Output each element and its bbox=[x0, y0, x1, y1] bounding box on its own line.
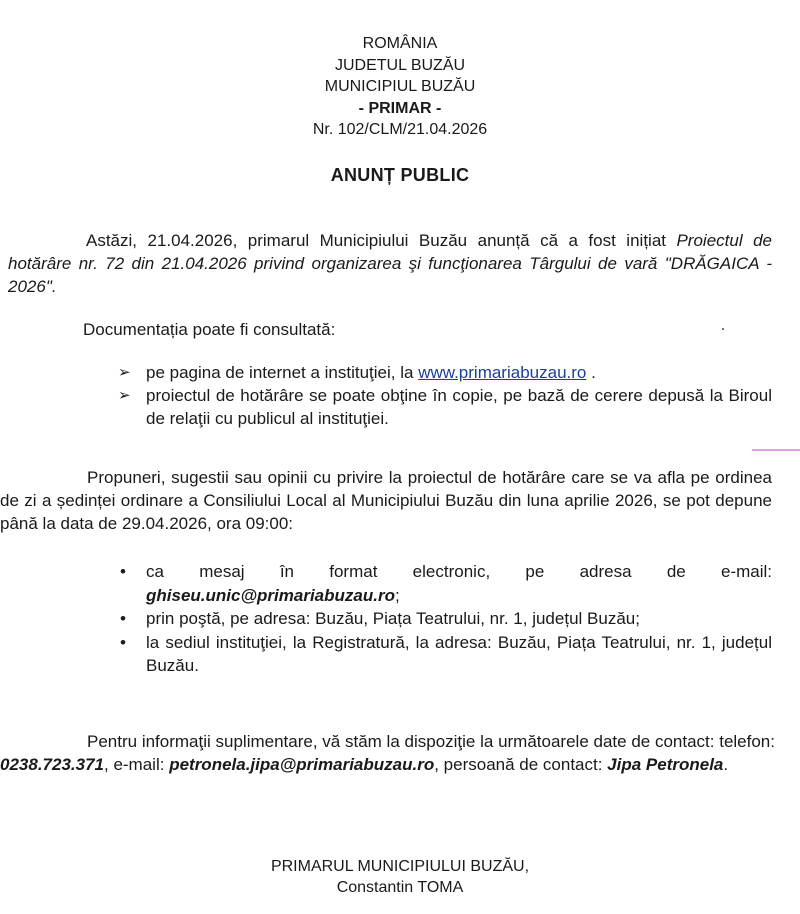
header-office: - PRIMAR - bbox=[358, 99, 442, 117]
submission-email[interactable]: ghiseu.unic@primariabuzau.ro bbox=[146, 585, 395, 605]
project-title: Proiectul de hotărâre nr. 72 din 21.04.2026 privind organizarea şi funcţionarea Târgului de vară "DRĂGAICA - 2026". bbox=[8, 231, 772, 296]
arrow-bullet-icon: ➢ bbox=[118, 364, 131, 381]
signature-name: Constantin TOMA bbox=[336, 879, 464, 896]
pen-mark bbox=[752, 449, 800, 451]
proposals-paragraph: Propuneri, sugestii sau opinii cu privire la proiectul de hotărâre care se va afla pe ordinea de zi a ședinței ordinare a Consiliului Local al Municipiului Buzău din luna aprilie 2026, se pot depune până la data de 29.04.2026, ora 09:00: bbox=[0, 468, 772, 533]
contact-email[interactable]: petronela.jipa@primariabuzau.ro bbox=[169, 755, 435, 774]
header-country: ROMÂNIA bbox=[362, 35, 438, 52]
contact-phone: 0238.723.371 bbox=[0, 755, 104, 774]
header-county: JUDETUL BUZĂU bbox=[334, 56, 466, 74]
scan-speck bbox=[722, 328, 724, 330]
bullet-icon: • bbox=[120, 562, 126, 581]
signature-title: PRIMARUL MUNICIPIULUI BUZĂU, bbox=[270, 858, 530, 875]
list-item: • la sediul instituţiei, la Registratură, la adresa: Buzău, Piața Teatrului, nr. 1, județul Buzău. bbox=[120, 632, 772, 675]
submission-methods-list bbox=[118, 560, 772, 678]
contact-paragraph: Pentru informaţii suplimentare, vă stăm la dispoziţie la următoarele date de contact: telefon: 0238.723.371, e-mail: petronela.jipa@primariabuzau.ro, persoană de contact: Jipa Petronela. bbox=[0, 732, 775, 774]
contact-person: Jipa Petronela bbox=[607, 755, 724, 774]
bullet-icon: • bbox=[120, 609, 126, 628]
header-municipality: MUNICIPIUL BUZĂU bbox=[324, 78, 476, 95]
signature-block bbox=[0, 856, 800, 898]
list-item: ➢ proiectul de hotărâre se poate obţine în copie, pe bază de cerere depusă la Biroul de relaţii cu publicul al instituţiei. bbox=[118, 386, 772, 428]
documentation-list bbox=[118, 361, 772, 430]
document-header bbox=[0, 33, 800, 141]
website-link[interactable]: www.primariabuzau.ro bbox=[418, 363, 587, 382]
list-item: • prin poştă, pe adresa: Buzău, Piața Teatrului, nr. 1, județul Buzău; bbox=[118, 607, 772, 631]
documentation-label: Documentația poate fi consultată: bbox=[83, 320, 336, 339]
arrow-bullet-icon: ➢ bbox=[118, 387, 131, 404]
intro-text: Astăzi, 21.04.2026, primarul Municipiului Buzău anunță că a fost inițiat bbox=[86, 231, 677, 250]
bullet-icon: • bbox=[120, 632, 126, 652]
intro-paragraph bbox=[8, 229, 772, 298]
page-title: ANUNȚ PUBLIC bbox=[330, 165, 470, 185]
list-item: • ca mesaj în format electronic, pe adresa de e-mail: ghiseu.unic@primariabuzau.ro; bbox=[120, 562, 772, 605]
list-item: ➢ pe pagina de internet a instituţiei, la www.primariabuzau.ro . bbox=[118, 363, 596, 382]
registration-number: Nr. 102/CLM/21.04.2026 bbox=[312, 121, 488, 138]
